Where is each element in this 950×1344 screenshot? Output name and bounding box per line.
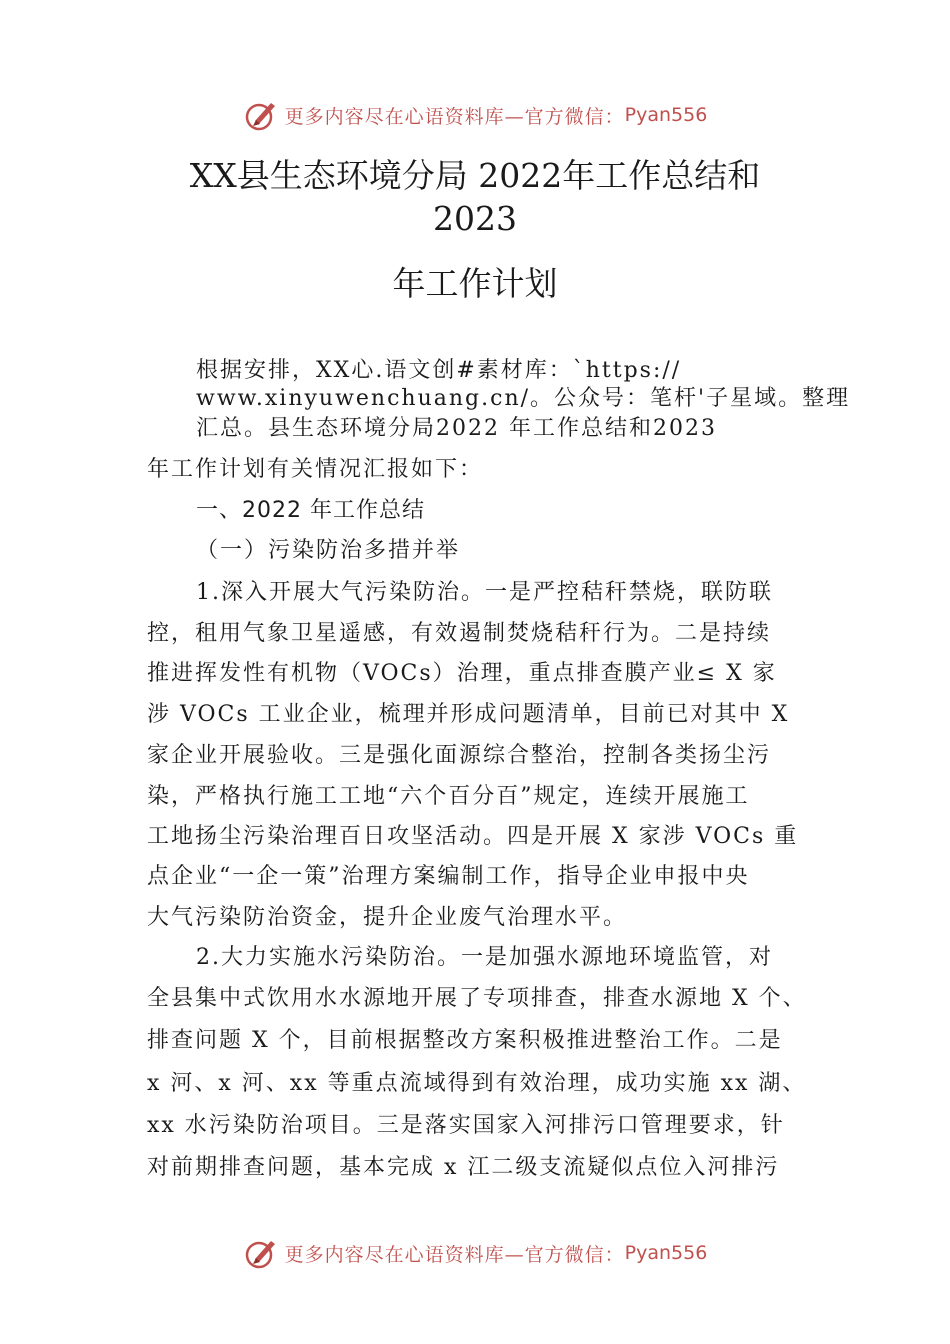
body-line: 年工作计划有关情况汇报如下： [147,457,484,482]
subsection-heading: （一）污染防治多措并举 [196,538,461,563]
section-heading: 一、2022 年工作总结 [196,498,425,523]
watermark-id: Pyan556 [624,104,708,126]
document-title-line-3: 年工作计划 [392,264,558,303]
paragraph-line: 排查问题 X 个，目前根据整改方案积极推进整治工作。二是 [147,1028,783,1053]
paragraph-line: 2.大力实施水污染防治。一是加强水源地环境监管，对 [196,945,773,970]
body-line: 汇总。县生态环境分局2022 年工作总结和2023 [196,416,717,441]
writing-pen-logo-icon [243,1235,279,1271]
body-line: 根据安排，XX心.语文创#素材库：`https:// [196,358,682,383]
paragraph-line: 点企业“一企一策”治理方案编制工作，指导企业申报中央 [147,864,750,889]
watermark-text: 更多内容尽在心语资料库—官方微信： [284,105,625,128]
paragraph-line: 控，租用气象卫星遥感，有效遏制焚烧秸秆行为。二是持续 [147,621,772,646]
paragraph-line: 1.深入开展大气污染防治。一是严控秸秆禁烧，联防联 [196,580,773,605]
body-line: www.xinyuwenchuang.cn/。公众号：笔杆'子星域。整理 [196,386,851,411]
watermark-text: 更多内容尽在心语资料库—官方微信： [284,1243,625,1266]
paragraph-line: 工地扬尘污染治理百日攻坚活动。四是开展 X 家涉 VOCs 重 [147,824,799,849]
paragraph-line: x 河、x 河、xx 等重点流域得到有效治理，成功实施 xx 湖、 [147,1071,807,1096]
paragraph-line: 家企业开展验收。三是强化面源综合整治，控制各类扬尘污 [147,743,772,768]
watermark-top [0,95,950,135]
paragraph-line: 涉 VOCs 工业企业，梳理并形成问题清单，目前已对其中 X [147,702,790,727]
watermark-bottom [0,1233,950,1273]
paragraph-line: 全县集中式饮用水水源地开展了专项排查，排查水源地 X 个、 [147,986,807,1011]
paragraph-line: 染，严格执行施工工地“六个百分百”规定，连续开展施工 [147,784,750,809]
watermark-id: Pyan556 [624,1242,708,1264]
writing-pen-logo-icon [243,97,279,133]
paragraph-line: xx 水污染防治项目。三是落实国家入河排污口管理要求，针 [147,1113,785,1138]
document-title-line-2: 2023 [433,199,517,238]
paragraph-line: 对前期排查问题，基本完成 x 江二级支流疑似点位入河排污 [147,1155,780,1180]
paragraph-line: 推进挥发性有机物（VOCs）治理，重点排查膜产业≤ X 家 [147,661,777,686]
document-title-line-1: XX县生态环境分局 2022年工作总结和 [189,156,761,195]
paragraph-line: 大气污染防治资金，提升企业废气治理水平。 [147,905,628,930]
